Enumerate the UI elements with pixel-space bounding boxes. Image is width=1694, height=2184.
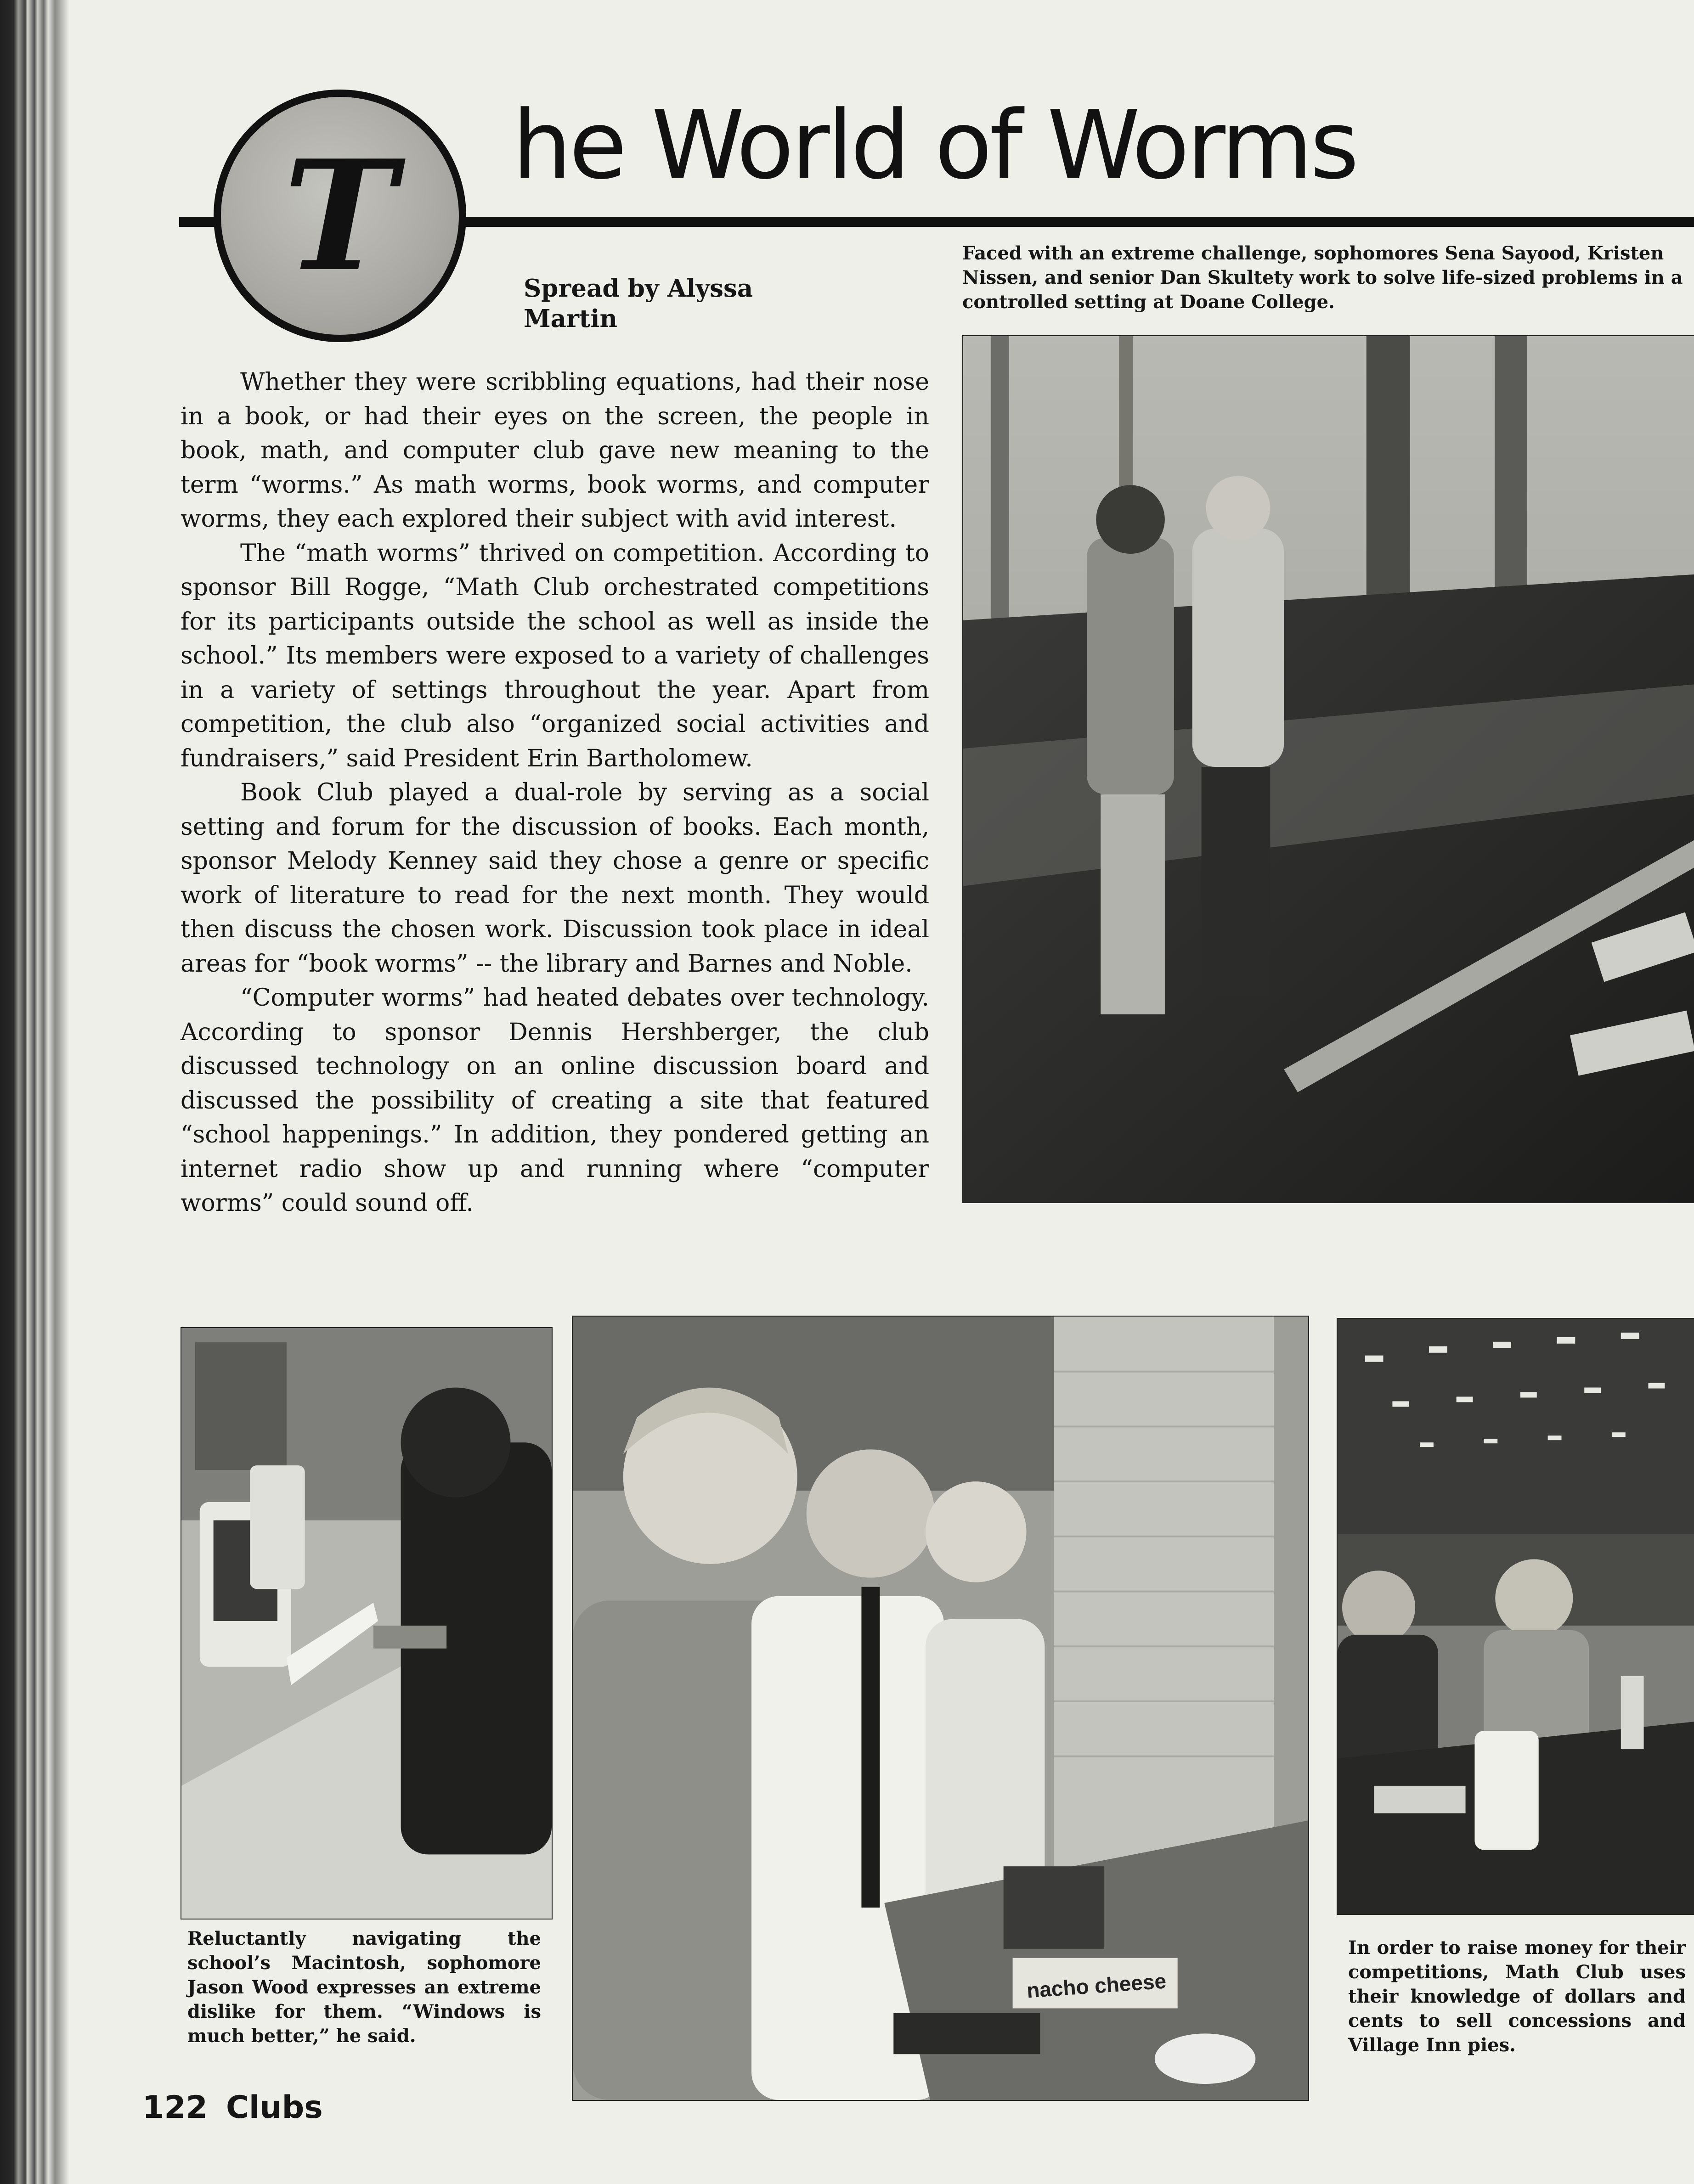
dropcap-letter: T: [283, 127, 396, 305]
article-body: [181, 365, 929, 1221]
dropcap-circle: [214, 90, 466, 342]
photo-bookstore-meeting: [1337, 1318, 1694, 1915]
page-number: 122: [142, 2089, 208, 2126]
caption-computer: Reluctantly navigating the school’s Macintosh, sophomore Jason Wood expresses an extreme dislike for them. “Windows is much better,” he said.: [187, 1928, 541, 2047]
page-binding: [0, 0, 69, 2184]
concession-box-label: nacho cheese: [1026, 1969, 1167, 2003]
photo-outdoor-problem-solving: [962, 335, 1694, 1203]
caption-outdoor: Faced with an extreme challenge, sophomores Sena Sayood, Kristen Nissen, and senior Dan Skultety work to solve life-sized problems in a controlled setting at Doane College.: [962, 242, 1683, 313]
body-paragraph: The “math worms” thrived on competition. According to sponsor Bill Rogge, “Math Club orchestrated competitions for its participants outside the school as well as inside the school.” Its members were exposed to a variety of challenges in a variety of settings throughout the year. Apart from competition, the club also “organized social activities and fundraisers,” said President Erin Bartholomew.: [181, 539, 929, 772]
caption-bookstore: In order to raise money for their competitions, Math Club uses their knowledge of dollars and cents to sell concessions and Village Inn pies.: [1348, 1937, 1686, 2056]
body-paragraph: “Computer worms” had heated debates over technology. According to sponsor Dennis Hershberger, the club discussed technology on an online discussion board and discussed the possibility of creating a site that featured “school happenings.” In addition, they pondered getting an internet radio show up and running where “computer worms” could sound off.: [181, 984, 929, 1217]
body-paragraph: Whether they were scribbling equations, had their nose in a book, or had their eyes on the screen, the people in book, math, and computer club gave new meaning to the term “worms.” As math worms, book worms, and computer worms, they each explored their subject with avid interest.: [181, 368, 929, 533]
body-paragraph: Book Club played a dual-role by serving as a social setting and forum for the discussion of books. Each month, sponsor Melody Kenney said they chose a genre or specific work of literature to read for the next month. They would then discuss the chosen work. Discussion took place in ideal areas for “book worms” -- the library and Barnes and Noble.: [181, 779, 929, 978]
page-folio: [142, 2089, 323, 2126]
photo-computer-lab: [181, 1327, 553, 1919]
section-name: Clubs: [226, 2089, 323, 2126]
photo-concession-stand: [572, 1316, 1309, 2101]
byline: Spread by Alyssa Martin: [524, 274, 753, 333]
headline-title: he World of Worms: [512, 91, 1356, 200]
